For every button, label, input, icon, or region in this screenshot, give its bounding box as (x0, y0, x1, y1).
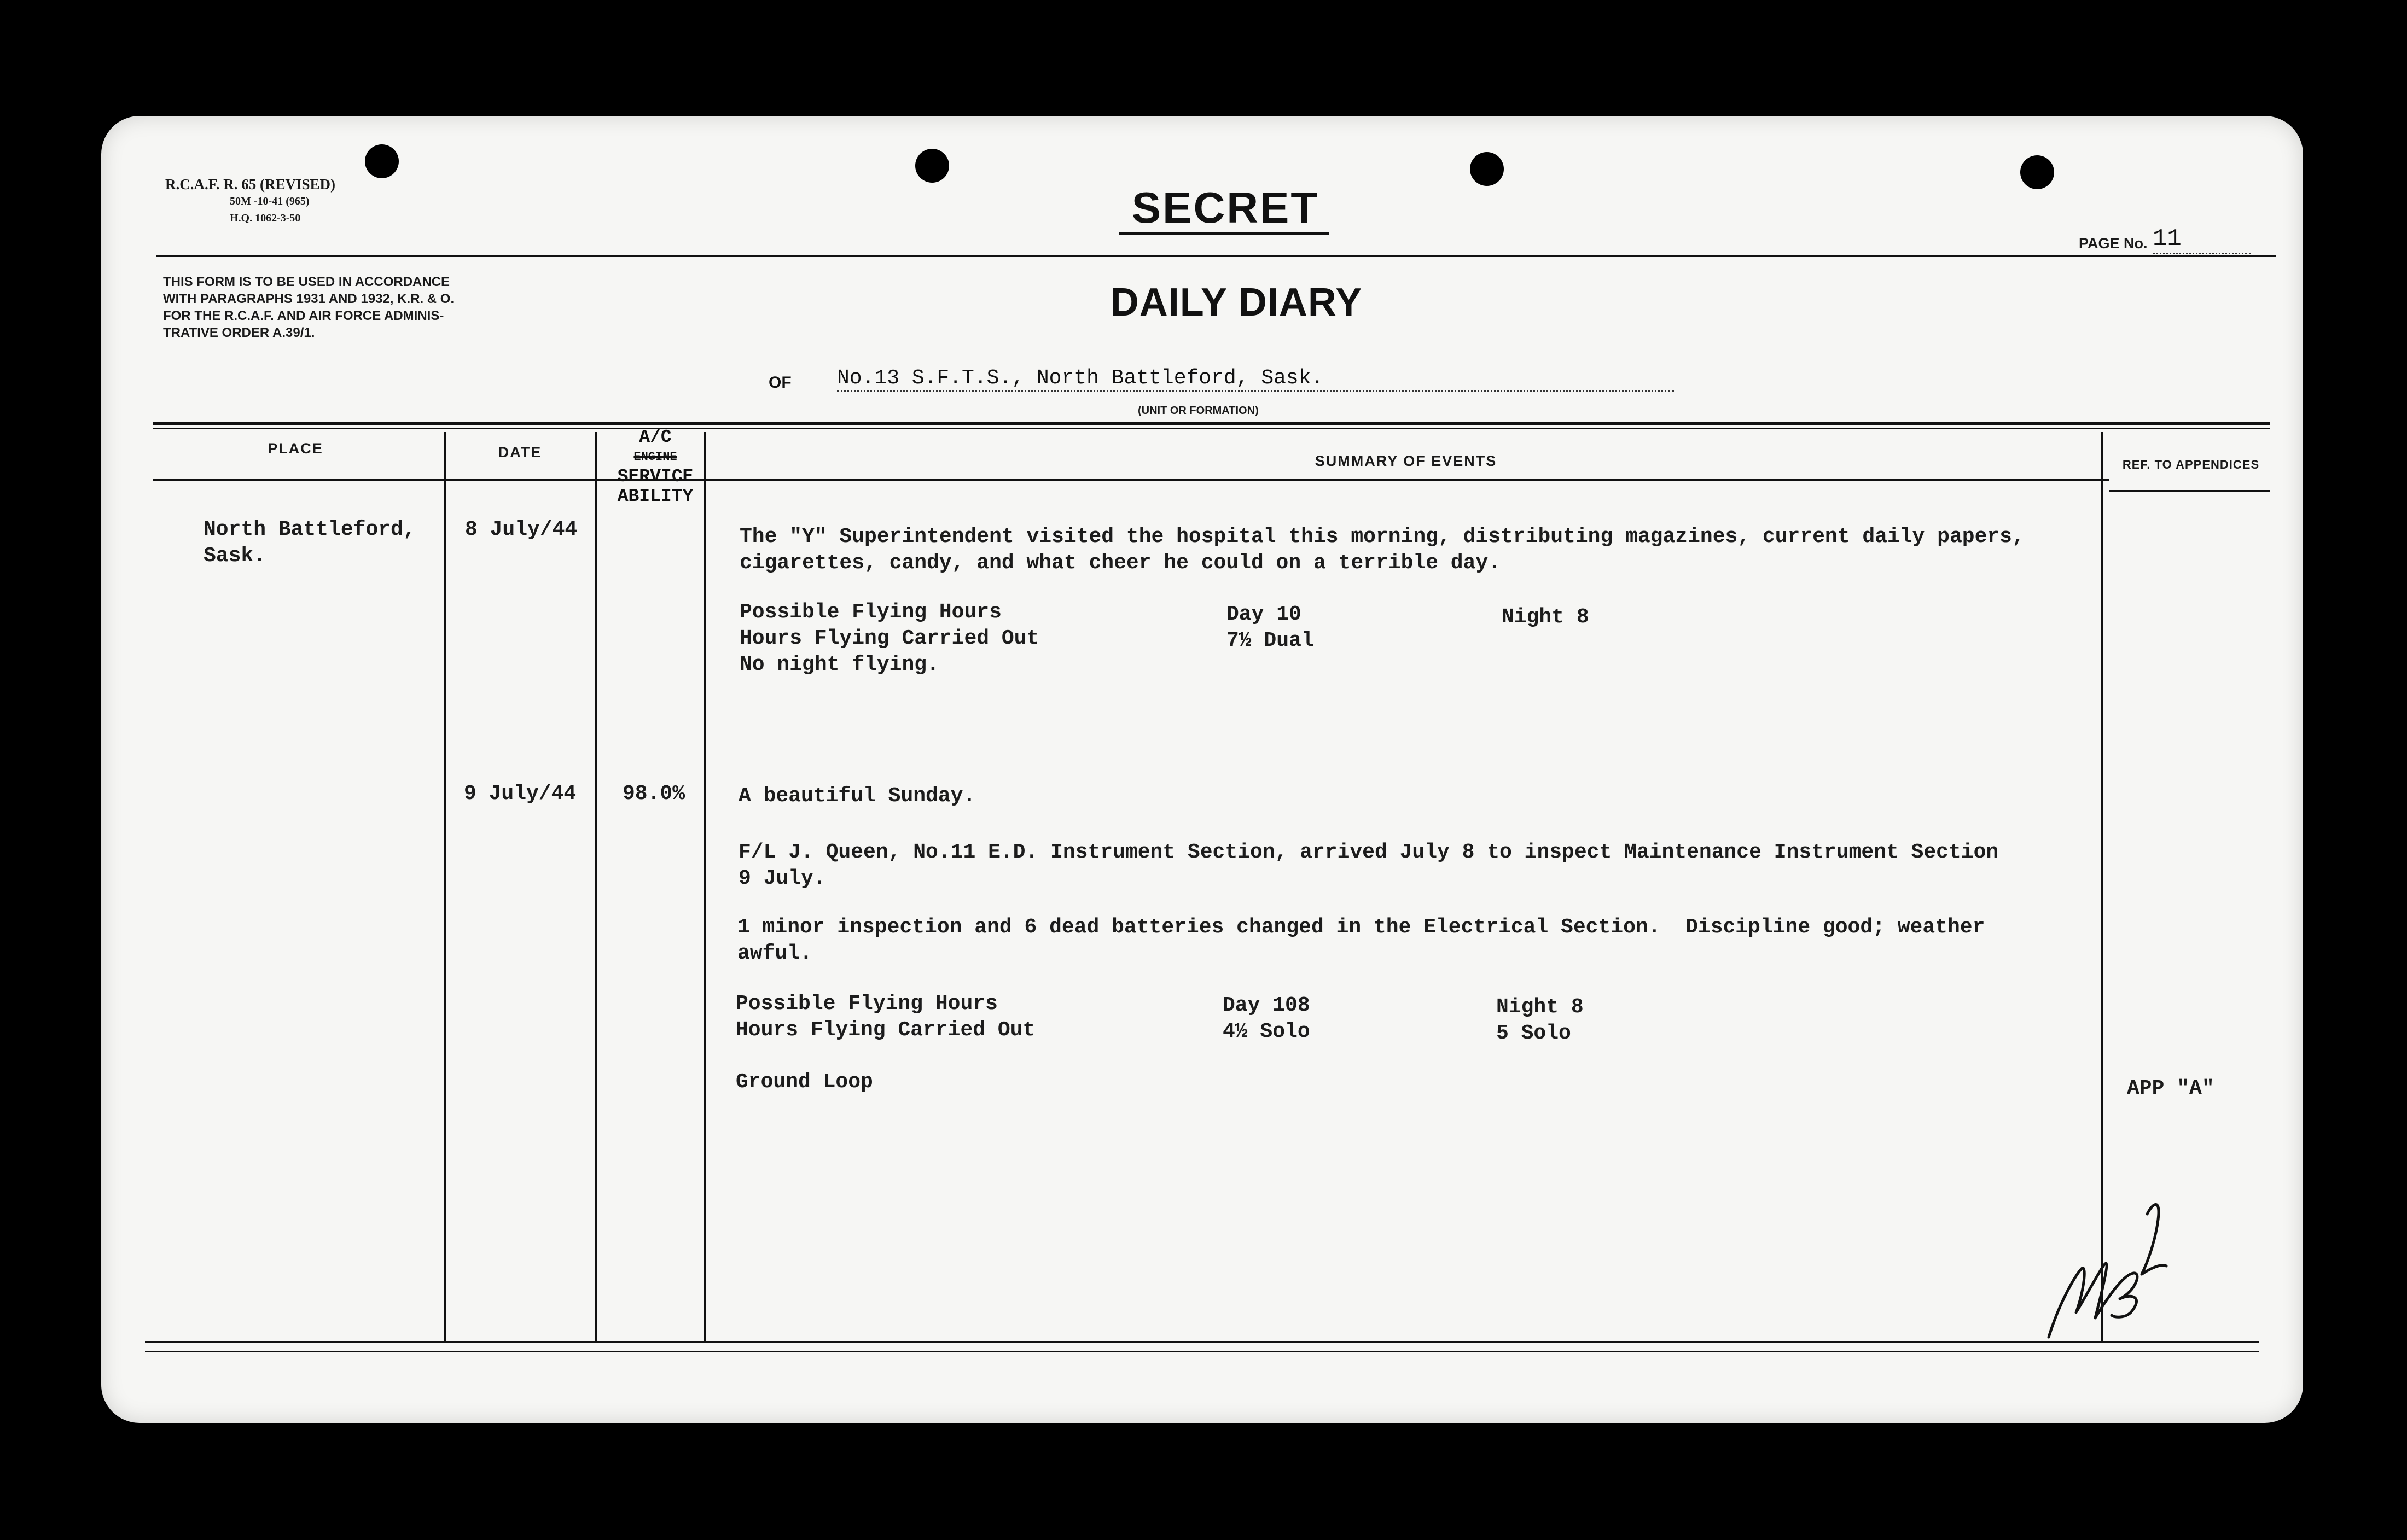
summary-line: awful. (737, 942, 812, 965)
table-top-rule (153, 428, 2270, 429)
form-code (165, 176, 335, 227)
page-number-value: 11 (2153, 225, 2251, 254)
form-note-line: THIS FORM IS TO BE USED IN ACCORDANCE (163, 275, 450, 289)
page-number-label: PAGE No. (2079, 235, 2148, 252)
night-carried-value: 5 Solo (1496, 1022, 1571, 1045)
entry-date: 9 July/44 (464, 782, 577, 806)
column-divider (444, 432, 446, 1343)
column-header-summary: SUMMARY OF EVENTS (1315, 453, 1497, 469)
summary-line: cigarettes, candy, and what cheer he could on a terrible day. (740, 551, 1501, 575)
appendix-reference: APP "A" (2127, 1077, 2214, 1100)
entry-summary-text (737, 914, 1985, 967)
form-note-line: TRATIVE ORDER A.39/1. (163, 325, 315, 340)
column-header-serviceability (606, 428, 705, 506)
place-line: Sask. (204, 544, 266, 568)
unit-field: No.13 S.F.T.S., North Battleford, Sask. (837, 366, 1674, 392)
column-header-date: DATE (498, 444, 542, 460)
possible-hours-label: Possible Flying Hours (740, 600, 1002, 624)
carried-hours-label: Hours Flying Carried Out (736, 1018, 1036, 1042)
day-hours (1223, 993, 1310, 1045)
punch-hole (2020, 155, 2054, 189)
night-possible-value: Night 8 (1502, 605, 1589, 629)
serviceability-header-line: SERVICE (617, 466, 694, 487)
place-line: North Battleford, (204, 518, 416, 541)
table-bottom-rule (145, 1351, 2259, 1352)
day-possible-value: Day 108 (1223, 994, 1310, 1017)
classification-underline (1119, 232, 1329, 235)
entry-date: 8 July/44 (465, 518, 578, 541)
summary-line: A beautiful Sunday. (739, 784, 976, 808)
column-header-appendices: REF. TO APPENDICES (2122, 458, 2260, 471)
serviceability-value: 98.0% (623, 782, 685, 806)
night-hours (1496, 994, 1584, 1047)
serviceability-header-struck: ENGINE (633, 450, 677, 464)
summary-line: 9 July. (739, 867, 826, 890)
punch-hole (915, 149, 949, 183)
table-top-rule (153, 422, 2270, 425)
page-title: DAILY DIARY (1110, 281, 1363, 324)
entry-summary-text (739, 839, 1998, 892)
day-hours (1226, 602, 1314, 654)
form-code-line: H.Q. 1062-3-50 (230, 212, 301, 224)
flying-hours-labels (740, 599, 1039, 678)
no-night-flying-note: No night flying. (740, 653, 939, 676)
table-bottom-rule (145, 1341, 2259, 1343)
form-note-line: FOR THE R.C.A.F. AND AIR FORCE ADMINIS- (163, 308, 444, 323)
possible-hours-label: Possible Flying Hours (736, 992, 998, 1016)
column-divider (595, 432, 597, 1343)
day-possible-value: Day 10 (1226, 603, 1301, 626)
classification-heading: SECRET (1131, 183, 1319, 232)
form-note-line: WITH PARAGRAPHS 1931 AND 1932, K.R. & O. (163, 291, 455, 306)
column-divider (704, 432, 706, 1343)
carried-hours-label: Hours Flying Carried Out (740, 627, 1039, 650)
header-divider (156, 255, 2276, 257)
summary-line: 1 minor inspection and 6 dead batteries changed in the Electrical Section. Discipline good; weather (737, 915, 1985, 939)
punch-hole (365, 144, 399, 178)
form-usage-note (163, 273, 557, 341)
table-header-rule (2109, 490, 2270, 492)
serviceability-header-line: ABILITY (617, 486, 694, 506)
ground-loop-note: Ground Loop (736, 1070, 873, 1094)
night-possible-value: Night 8 (1496, 995, 1584, 1019)
column-header-place: PLACE (268, 440, 323, 457)
form-code-line: 50M -10-41 (965) (230, 195, 310, 207)
of-label: OF (769, 374, 792, 392)
form-code-line: R.C.A.F. R. 65 (REVISED) (165, 176, 336, 192)
summary-line: The "Y" Superintendent visited the hospital this morning, distributing magazines, current daily papers, (740, 525, 2025, 549)
summary-line: F/L J. Queen, No.11 E.D. Instrument Section, arrived July 8 to inspect Maintenance Instrument Section (739, 841, 1999, 864)
unit-caption: (UNIT OR FORMATION) (1138, 405, 1259, 417)
table-header-rule (153, 479, 2109, 481)
handwritten-initials (2043, 1181, 2175, 1345)
punch-hole (1470, 152, 1504, 186)
entry-summary-text (740, 524, 2025, 576)
serviceability-header-line: A/C (639, 427, 672, 447)
place-cell (204, 517, 416, 569)
day-carried-value: 4½ Solo (1223, 1020, 1310, 1043)
day-carried-value: 7½ Dual (1226, 629, 1314, 652)
flying-hours-labels (736, 991, 1035, 1043)
